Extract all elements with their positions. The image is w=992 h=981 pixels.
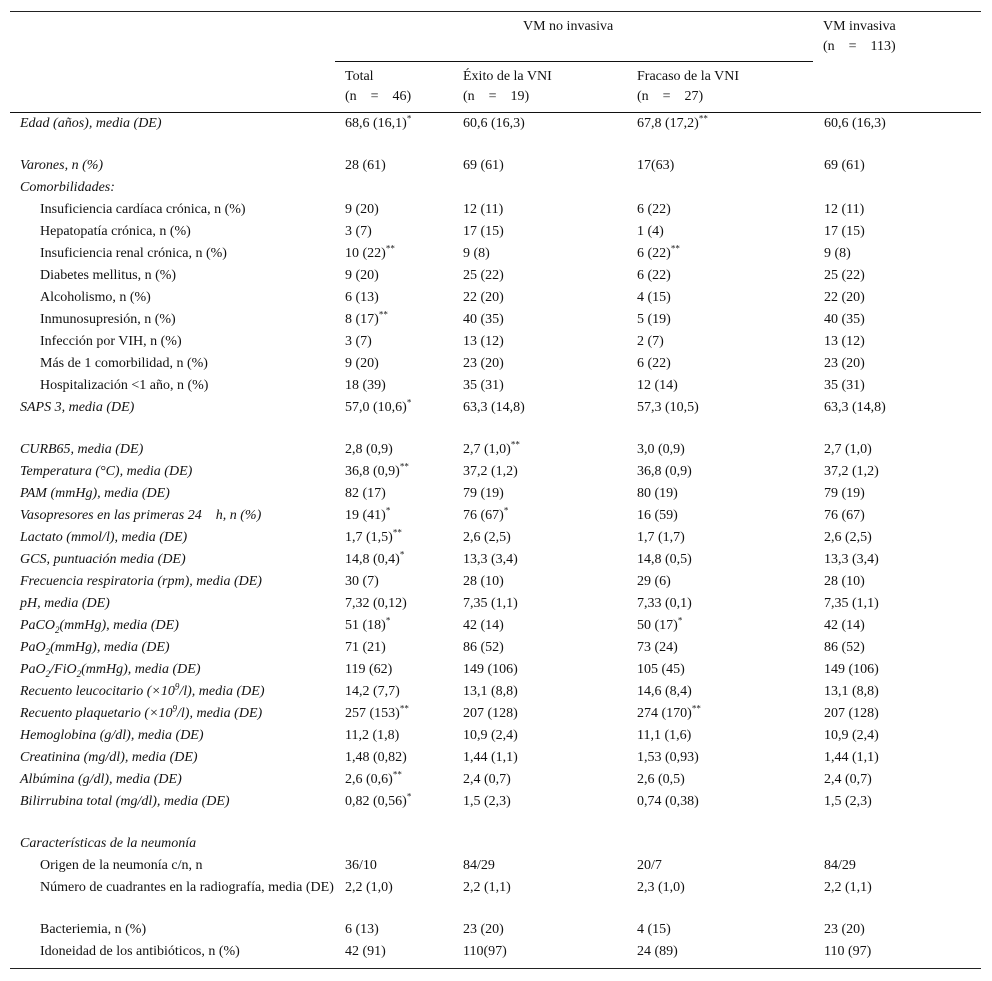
cell-fracaso: 20/7 — [637, 858, 662, 873]
cell-total: 68,6 (16,1)* — [345, 113, 412, 131]
row-label: Comorbilidades: — [20, 180, 115, 195]
cell-fracaso: 0,74 (0,38) — [637, 794, 699, 809]
cell-vmi: 2,4 (0,7) — [824, 772, 872, 787]
table-row — [10, 484, 981, 506]
cell-vmi — [814, 178, 981, 200]
cell-fracaso: 4 (15) — [637, 290, 671, 305]
cell-exito: 10,9 (2,4) — [463, 728, 518, 743]
cell-total: 119 (62) — [345, 662, 393, 677]
table-row — [10, 528, 981, 550]
cell-vmi: 40 (35) — [824, 312, 865, 327]
cell-fracaso: 2 (7) — [637, 334, 664, 349]
row-label: Albúmina (g/dl), media (DE) — [20, 772, 182, 787]
header-rule — [10, 112, 981, 113]
cell-exito: 110(97) — [463, 944, 507, 959]
cell-total: 257 (153)** — [345, 703, 409, 721]
cell-vmi: 10,9 (2,4) — [824, 728, 879, 743]
row-label: Alcoholismo, n (%) — [40, 290, 151, 305]
cell-vmi: 13,1 (8,8) — [824, 684, 879, 699]
cell-vmi — [814, 834, 981, 856]
table-body — [10, 114, 981, 964]
cell-exito: 207 (128) — [463, 706, 518, 721]
cell-vmi: 1,44 (1,1) — [824, 750, 879, 765]
cell-fracaso: 57,3 (10,5) — [637, 400, 699, 415]
cell-fracaso: 14,8 (0,5) — [637, 552, 692, 567]
row-label: Bacteriemia, n (%) — [40, 922, 147, 937]
table-row — [10, 792, 981, 834]
cell-exito: 2,6 (2,5) — [463, 530, 511, 545]
cell-vmi: 28 (10) — [824, 574, 865, 589]
table-row — [10, 506, 981, 528]
cell-fracaso: 16 (59) — [637, 508, 678, 523]
table-row — [10, 114, 981, 156]
data-table — [10, 114, 981, 964]
cell-exito: 2,4 (0,7) — [463, 772, 511, 787]
cell-exito: 69 (61) — [463, 158, 504, 173]
cell-exito: 28 (10) — [463, 574, 504, 589]
cell-exito: 2,7 (1,0)** — [463, 439, 520, 457]
cell-exito: 63,3 (14,8) — [463, 400, 525, 415]
cell-fracaso: 105 (45) — [637, 662, 685, 677]
cell-total: 14,2 (7,7) — [345, 684, 400, 699]
table-row — [10, 244, 981, 266]
cell-fracaso: 80 (19) — [637, 486, 678, 501]
row-label: Origen de la neumonía c/n, n — [40, 858, 203, 873]
cell-vmi: 86 (52) — [824, 640, 865, 655]
table-row — [10, 638, 981, 660]
cell-exito: 13,3 (3,4) — [463, 552, 518, 567]
header-exito-label: Éxito de la VNI — [463, 69, 552, 84]
cell-exito: 86 (52) — [463, 640, 504, 655]
row-label: Infección por VIH, n (%) — [40, 334, 182, 349]
cell-vmi: 23 (20) — [824, 356, 865, 371]
cell-exito: 1,44 (1,1) — [463, 750, 518, 765]
row-label: SAPS 3, media (DE) — [20, 400, 135, 415]
cell-total: 10 (22)** — [345, 243, 395, 261]
cell-exito: 40 (35) — [463, 312, 504, 327]
cell-total: 19 (41)* — [345, 505, 391, 523]
cell-fracaso: 6 (22) — [637, 356, 671, 371]
cell-vmi: 7,35 (1,1) — [824, 596, 879, 611]
cell-total: 51 (18)* — [345, 615, 391, 633]
cell-vmi: 35 (31) — [824, 378, 865, 393]
table-row — [10, 462, 981, 484]
cell-total: 8 (17)** — [345, 309, 388, 327]
row-label: Insuficiencia renal crónica, n (%) — [40, 246, 227, 261]
cell-exito: 23 (20) — [463, 922, 504, 937]
table-row — [10, 440, 981, 462]
cell-vmi: 69 (61) — [824, 158, 865, 173]
table-row — [10, 748, 981, 770]
cell-vmi: 84/29 — [824, 858, 856, 873]
cell-fracaso: 2,6 (0,5) — [637, 772, 685, 787]
row-label: Número de cuadrantes en la radiografía, media (DE) — [40, 880, 334, 895]
row-label: Temperatura (°C), media (DE) — [20, 464, 193, 479]
cell-total: 6 (13) — [345, 290, 379, 305]
cell-exito: 22 (20) — [463, 290, 504, 305]
cell-fracaso: 36,8 (0,9) — [637, 464, 692, 479]
cell-vmi: 37,2 (1,2) — [824, 464, 879, 479]
cell-exito: 9 (8) — [463, 246, 490, 261]
cell-vmi: 63,3 (14,8) — [824, 400, 886, 415]
cell-total: 82 (17) — [345, 486, 386, 501]
cell-total: 2,6 (0,6)** — [345, 769, 402, 787]
cell-fracaso: 274 (170)** — [637, 703, 701, 721]
header-group-nivm: VM no invasiva — [523, 19, 614, 34]
header-exito-n: (n = 19) — [463, 89, 530, 104]
cell-fracaso: 6 (22) — [637, 202, 671, 217]
cell-vmi: 79 (19) — [824, 486, 865, 501]
table-row — [10, 920, 981, 942]
table-row — [10, 572, 981, 594]
cell-total: 9 (20) — [345, 268, 379, 283]
cell-vmi: 76 (67) — [824, 508, 865, 523]
header-fracaso — [637, 67, 739, 107]
cell-total: 2,2 (1,0) — [345, 880, 393, 895]
cell-fracaso: 14,6 (8,4) — [637, 684, 692, 699]
cell-exito: 84/29 — [463, 858, 495, 873]
cell-total: 36/10 — [345, 858, 377, 873]
cell-total: 1,48 (0,82) — [345, 750, 407, 765]
cell-exito: 13 (12) — [463, 334, 504, 349]
header-group-vmi — [823, 17, 896, 57]
table-row — [10, 332, 981, 354]
cell-exito: 13,1 (8,8) — [463, 684, 518, 699]
cell-vmi: 60,6 (16,3) — [824, 116, 886, 131]
cell-vmi: 110 (97) — [824, 944, 872, 959]
header-fracaso-n: (n = 27) — [637, 89, 704, 104]
table-row — [10, 726, 981, 748]
cell-vmi: 22 (20) — [824, 290, 865, 305]
cell-fracaso: 12 (14) — [637, 378, 678, 393]
table-row — [10, 770, 981, 792]
table-row — [10, 660, 981, 682]
group-rule — [335, 61, 813, 62]
row-label: pH, media (DE) — [20, 596, 110, 611]
row-label: Hemoglobina (g/dl), media (DE) — [20, 728, 204, 743]
table-row — [10, 856, 981, 878]
row-label: Edad (años), media (DE) — [20, 116, 162, 131]
cell-total: 6 (13) — [345, 922, 379, 937]
table-row — [10, 834, 981, 856]
cell-exito: 42 (14) — [463, 618, 504, 633]
cell-exito: 25 (22) — [463, 268, 504, 283]
cell-fracaso: 17(63) — [637, 158, 675, 173]
row-label: PAM (mmHg), media (DE) — [20, 486, 170, 501]
cell-fracaso: 2,3 (1,0) — [637, 880, 685, 895]
cell-exito: 23 (20) — [463, 356, 504, 371]
cell-exito: 76 (67)* — [463, 505, 509, 523]
cell-total: 28 (61) — [345, 158, 386, 173]
table-row — [10, 594, 981, 616]
cell-total: 1,7 (1,5)** — [345, 527, 402, 545]
cell-fracaso: 50 (17)* — [637, 615, 683, 633]
row-label: Recuento plaquetario $(\times 10^9/l)$, media (DE) — [20, 703, 263, 721]
cell-vmi: 9 (8) — [824, 246, 851, 261]
cell-vmi: 2,6 (2,5) — [824, 530, 872, 545]
cell-fracaso: 1,53 (0,93) — [637, 750, 699, 765]
cell-fracaso — [627, 834, 814, 856]
table-row — [10, 878, 981, 920]
cell-exito: 2,2 (1,1) — [463, 880, 511, 895]
cell-total: 71 (21) — [345, 640, 386, 655]
row-label: PaO$_2$(mmHg), media (DE) — [20, 640, 170, 657]
cell-exito: 149 (106) — [463, 662, 518, 677]
cell-vmi: 2,7 (1,0) — [824, 442, 872, 457]
table-row — [10, 682, 981, 704]
cell-fracaso: 1,7 (1,7) — [637, 530, 685, 545]
cell-total: 30 (7) — [345, 574, 379, 589]
header-total-label: Total — [345, 69, 374, 84]
cell-exito: 60,6 (16,3) — [463, 116, 525, 131]
cell-exito: 7,35 (1,1) — [463, 596, 518, 611]
cell-vmi: 13 (12) — [824, 334, 865, 349]
cell-fracaso: 24 (89) — [637, 944, 678, 959]
cell-fracaso: 11,1 (1,6) — [637, 728, 692, 743]
cell-fracaso: 1 (4) — [637, 224, 664, 239]
header-exito — [463, 67, 552, 107]
row-label: Recuento leucocitario $(\times 10^9/l)$, media (DE) — [20, 681, 265, 699]
table-row — [10, 156, 981, 178]
row-label: Hospitalización <1 año, n (%) — [40, 378, 209, 393]
row-label: Creatinina (mg/dl), media (DE) — [20, 750, 198, 765]
cell-vmi: 149 (106) — [824, 662, 879, 677]
row-label: Características de la neumonía — [20, 836, 197, 851]
row-label: Más de 1 comorbilidad, n (%) — [40, 356, 208, 371]
header-vmi-title: VM invasiva — [823, 19, 896, 34]
cell-vmi: 207 (128) — [824, 706, 879, 721]
row-label: GCS, puntuación media (DE) — [20, 552, 186, 567]
header-total-n: (n = 46) — [345, 89, 412, 104]
cell-exito: 35 (31) — [463, 378, 504, 393]
bottom-rule — [10, 968, 981, 969]
cell-total: 9 (20) — [345, 356, 379, 371]
row-label: Lactato (mmol/l), media (DE) — [20, 530, 188, 545]
cell-total — [335, 834, 453, 856]
table-row — [10, 178, 981, 200]
cell-fracaso: 7,33 (0,1) — [637, 596, 692, 611]
cell-vmi: 2,2 (1,1) — [824, 880, 872, 895]
row-label: Inmunosupresión, n (%) — [40, 312, 176, 327]
row-label: PaCO$_2$(mmHg), media (DE) — [20, 618, 179, 635]
cell-exito: 79 (19) — [463, 486, 504, 501]
cell-fracaso: 5 (19) — [637, 312, 671, 327]
cell-exito — [453, 834, 627, 856]
cell-total: 42 (91) — [345, 944, 386, 959]
cell-total: 9 (20) — [345, 202, 379, 217]
cell-exito — [453, 178, 627, 200]
row-label: Vasopresores en las primeras 24 h, n (%) — [20, 508, 262, 523]
cell-total: 18 (39) — [345, 378, 386, 393]
cell-fracaso: 6 (22) — [637, 268, 671, 283]
cell-fracaso — [627, 178, 814, 200]
row-label: Varones, n (%) — [20, 158, 104, 173]
cell-fracaso: 73 (24) — [637, 640, 678, 655]
cell-total: 57,0 (10,6)* — [345, 397, 412, 415]
cell-vmi: 23 (20) — [824, 922, 865, 937]
cell-exito: 37,2 (1,2) — [463, 464, 518, 479]
cell-vmi: 12 (11) — [824, 202, 865, 217]
table-row — [10, 376, 981, 398]
table-row — [10, 942, 981, 964]
cell-fracaso: 6 (22)** — [637, 243, 680, 261]
cell-exito: 17 (15) — [463, 224, 504, 239]
table-row — [10, 398, 981, 440]
cell-vmi: 25 (22) — [824, 268, 865, 283]
table-row — [10, 200, 981, 222]
header-total — [345, 67, 411, 107]
cell-total: 3 (7) — [345, 224, 372, 239]
row-label: Hepatopatía crónica, n (%) — [40, 224, 191, 239]
header-fracaso-label: Fracaso de la VNI — [637, 69, 739, 84]
cell-vmi: 13,3 (3,4) — [824, 552, 879, 567]
cell-total: 2,8 (0,9) — [345, 442, 393, 457]
table-row — [10, 266, 981, 288]
row-label: PaO$_2$/FiO$_2$(mmHg), media (DE) — [20, 662, 201, 679]
row-label: Insuficiencia cardíaca crónica, n (%) — [40, 202, 246, 217]
table-row — [10, 354, 981, 376]
cell-exito: 1,5 (2,3) — [463, 794, 511, 809]
cell-vmi: 42 (14) — [824, 618, 865, 633]
cell-total — [335, 178, 453, 200]
row-label: Frecuencia respiratoria (rpm), media (DE) — [20, 574, 262, 589]
cell-fracaso: 67,8 (17,2)** — [637, 113, 708, 131]
row-label: Idoneidad de los antibióticos, n (%) — [40, 944, 240, 959]
table-row — [10, 704, 981, 726]
cell-total: 14,8 (0,4)* — [345, 549, 405, 567]
cell-vmi: 17 (15) — [824, 224, 865, 239]
cell-fracaso: 29 (6) — [637, 574, 671, 589]
row-label: Diabetes mellitus, n (%) — [40, 268, 177, 283]
cell-total: 11,2 (1,8) — [345, 728, 400, 743]
cell-fracaso: 4 (15) — [637, 922, 671, 937]
cell-fracaso: 3,0 (0,9) — [637, 442, 685, 457]
cell-total: 0,82 (0,56)* — [345, 791, 412, 809]
cell-exito: 12 (11) — [463, 202, 504, 217]
row-label: Bilirrubina total (mg/dl), media (DE) — [20, 794, 230, 809]
table-row — [10, 616, 981, 638]
table-row — [10, 222, 981, 244]
header-vmi-n: (n = 113) — [823, 39, 896, 54]
cell-total: 7,32 (0,12) — [345, 596, 407, 611]
top-rule — [10, 11, 981, 12]
cell-total: 36,8 (0,9)** — [345, 461, 409, 479]
table-row — [10, 288, 981, 310]
row-label: CURB65, media (DE) — [20, 442, 144, 457]
table-row — [10, 310, 981, 332]
cell-vmi: 1,5 (2,3) — [824, 794, 872, 809]
table-row — [10, 550, 981, 572]
cell-total: 3 (7) — [345, 334, 372, 349]
